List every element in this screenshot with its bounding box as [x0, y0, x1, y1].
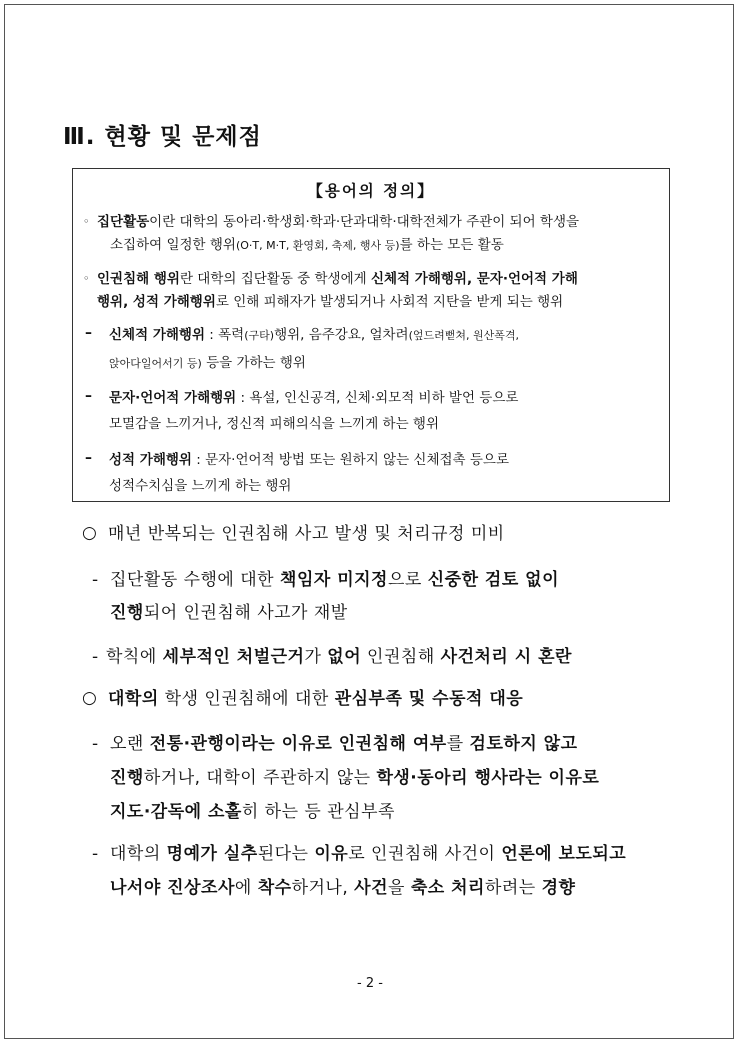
- definition-line: 집단활동이란 대학의 동아리·학생회·학과·단과대학·대학전체가 주관이 되어 학생을: [97, 214, 580, 230]
- definition-box-title: 【용어의 정의】: [307, 182, 435, 200]
- issue-text-line: 오랜 전통·관행이라는 이유로 인권침해 여부를 검토하지 않고: [110, 734, 578, 754]
- definition-line: 성적수치심을 느끼게 하는 행위: [109, 478, 292, 494]
- circle-bullet-icon: ○: [82, 688, 97, 708]
- issue-text-line: 지도·감독에 소홀히 하는 등 관심부족: [110, 802, 395, 822]
- dash-icon: -: [92, 734, 99, 754]
- definition-line: 신체적 가해행위 : 폭력(구타)행위, 음주강요, 얼차려(엎드려뻗쳐, 원산폭격,: [109, 327, 520, 343]
- issue-heading: 대학의 학생 인권침해에 대한 관심부족 및 수동적 대응: [108, 689, 524, 709]
- definition-line: 문자·언어적 가해행위 : 욕설, 인신공격, 신체·외모적 비하 발언 등으로: [109, 390, 519, 406]
- issue-text-line: 대학의 명예가 실추된다는 이유로 인권침해 사건이 언론에 보도되고: [110, 844, 627, 864]
- issue-heading: 매년 반복되는 인권침해 사고 발생 및 처리규정 미비: [108, 524, 505, 544]
- definition-line: 성적 가해행위 : 문자·언어적 방법 또는 원하지 않는 신체접촉 등으로: [109, 452, 509, 468]
- definition-line: 행위, 성적 가해행위로 인해 피해자가 발생되거나 사회적 지탄을 받게 되는 행위: [97, 294, 564, 310]
- definition-line: 소집하여 일정한 행위(O·T, M·T, 환영회, 축제, 행사 등)를 하는 모든 활동: [110, 237, 504, 253]
- page-number: - 2 -: [357, 976, 383, 991]
- dash-icon: –: [85, 388, 92, 404]
- section-heading: 현황 및 문제점: [104, 124, 262, 150]
- issue-text-line: 진행하거나, 대학이 주관하지 않는 학생·동아리 행사라는 이유로: [110, 768, 600, 788]
- dash-icon: –: [85, 450, 92, 466]
- issue-text-line: 집단활동 수행에 대한 책임자 미지정으로 신중한 검토 없이: [110, 570, 560, 590]
- dash-icon: -: [92, 844, 99, 864]
- definition-box: [72, 168, 670, 502]
- definition-line: 앉아다일어서기 등) 등을 가하는 행위: [109, 355, 306, 371]
- bullet-icon: ◦: [83, 272, 90, 285]
- issue-text-line: 진행되어 인권침해 사고가 재발: [110, 603, 348, 623]
- issue-text-line: 학칙에 세부적인 처벌근거가 없어 인권침해 사건처리 시 혼란: [106, 647, 572, 667]
- dash-icon: -: [92, 570, 99, 590]
- circle-bullet-icon: ○: [82, 523, 97, 543]
- bullet-icon: ◦: [83, 215, 90, 228]
- issue-text-line: 나서야 진상조사에 착수하거나, 사건을 축소 처리하려는 경향: [110, 878, 576, 898]
- dash-icon: –: [85, 325, 92, 341]
- definition-line: 모멸감을 느끼거나, 정신적 피해의식을 느끼게 하는 행위: [109, 416, 439, 432]
- section-numeral: Ⅲ.: [63, 124, 96, 150]
- section-title: [63, 118, 262, 151]
- dash-icon: -: [92, 647, 99, 667]
- definition-line: 인권침해 행위란 대학의 집단활동 중 학생에게 신체적 가해행위, 문자·언어적 가해: [97, 271, 578, 287]
